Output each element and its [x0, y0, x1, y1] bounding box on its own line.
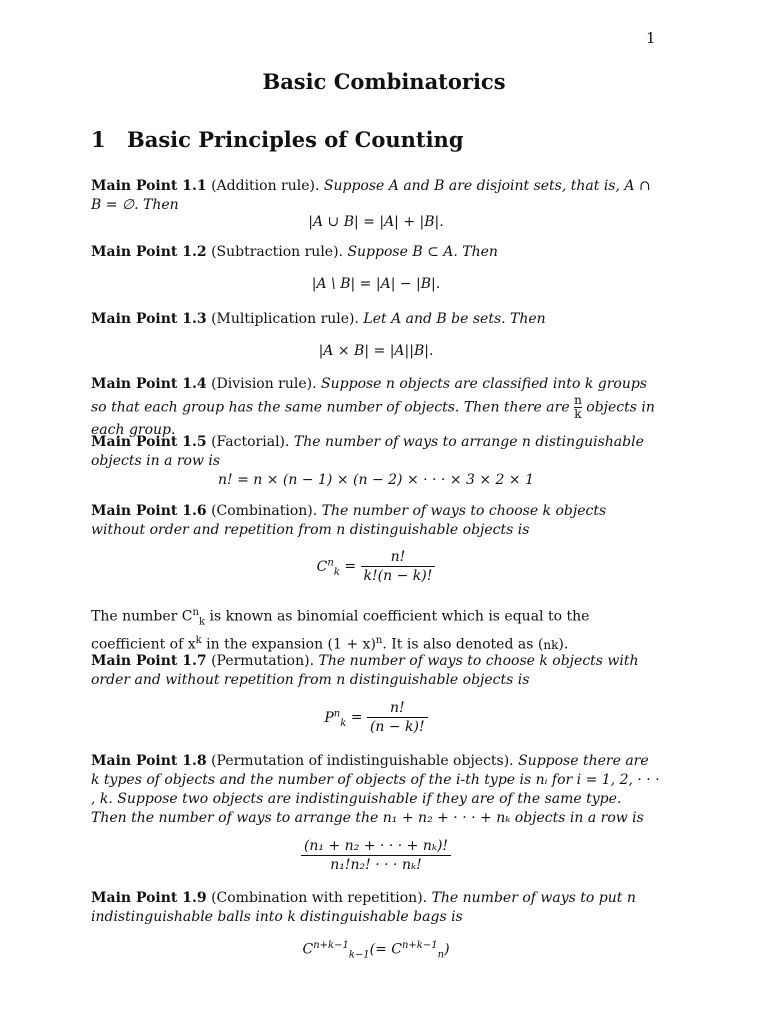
equation-1-6: $C^n_k$ = $\frac{n!}{k!(n - k)!}$: [91, 549, 661, 584]
point-name: (Addition rule).: [211, 178, 320, 194]
main-point-1-5: [91, 433, 661, 471]
point-head: Main Point 1.1: [91, 178, 207, 194]
point-body: The number of ways to choose k objects without order and repetition from n distinguishable objects is: [91, 503, 607, 538]
fraction-denominator: n₁!n₂! · · · nₖ!: [330, 857, 422, 873]
point-name: (Factorial).: [211, 434, 290, 450]
lhs-symbol: P: [324, 709, 334, 726]
note-sup: n: [192, 607, 199, 618]
eq-subscript: k−1: [348, 949, 370, 961]
point-head: Main Point 1.2: [91, 244, 207, 260]
fraction-denominator: (n − k)!: [369, 719, 425, 735]
page-number: 1: [646, 29, 656, 47]
point-head: Main Point 1.6: [91, 503, 207, 519]
point-body-end: objects in each group.: [91, 399, 655, 438]
point-name: (Multiplication rule).: [211, 311, 359, 327]
equation-1-9: [91, 940, 661, 960]
lhs-symbol: C: [316, 558, 328, 575]
fraction-numerator: n!: [367, 700, 428, 718]
point-body: Suppose A and B are disjoint sets, that is, A ∩ B = ∅. Then: [91, 178, 651, 213]
eq-superscript: n+k−1: [313, 940, 349, 951]
binom-top: n: [543, 637, 552, 652]
lhs-superscript: n: [333, 707, 341, 719]
note-part: in the expansion (1 + x): [206, 637, 376, 654]
eq-symbol: C: [302, 941, 314, 958]
point-body: The number of ways to put n indistinguishable balls into k distinguishable bags is: [91, 890, 636, 925]
point-body: Suppose B ⊂ A. Then: [347, 244, 498, 260]
point-name: (Combination with repetition).: [211, 890, 428, 906]
point-body: Suppose n objects are classified into k groups so that each group has the same number of objects. Then there are: [91, 376, 647, 416]
main-point-1-3: [91, 310, 661, 329]
fraction-numerator: n: [574, 393, 582, 407]
fraction-denominator: k!(n − k)!: [363, 568, 433, 584]
equation-1-1: |A ∪ B| = |A| + |B|.: [308, 214, 444, 230]
note-sup: n: [375, 635, 383, 647]
fraction-numerator: (n₁ + n₂ + · · · + nₖ)!: [301, 838, 451, 856]
section-number: 1: [91, 127, 106, 152]
point-head: Main Point 1.8: [91, 753, 207, 769]
equation-1-7: $P^n_k$ = $\frac{n!}{(n - k)!}$: [91, 700, 661, 735]
equation-1-8: [91, 838, 661, 873]
main-point-1-1: [91, 177, 661, 215]
equation-1-3: |A × B| = |A||B|.: [318, 343, 434, 359]
note-part: is known as binomial coefficient which is equal to the coefficient of x: [91, 608, 590, 654]
section-title: Basic Principles of Counting: [127, 127, 464, 152]
main-point-1-7: [91, 652, 661, 690]
main-point-1-2: [91, 243, 661, 262]
point-name: (Subtraction rule).: [211, 244, 343, 260]
point-head: Main Point 1.5: [91, 434, 207, 450]
eq-subscript: n: [437, 949, 445, 961]
fraction-denominator: k: [574, 407, 582, 421]
point-name: (Permutation).: [211, 653, 315, 669]
point-body: The number of ways to arrange n distinguishable objects in a row is: [91, 434, 644, 469]
point-head: Main Point 1.9: [91, 890, 207, 906]
equation-lhs: [324, 707, 347, 729]
binomial-symbol: [543, 639, 558, 652]
note-part: . It is also denoted as: [382, 637, 534, 654]
point-body: The number of ways to choose k objects with order and without repetition from n distinguishable objects is: [91, 653, 639, 688]
note-sup: k: [195, 635, 202, 647]
fraction-numerator: n!: [361, 549, 436, 567]
point-head: Main Point 1.3: [91, 311, 207, 327]
note-part: .: [563, 637, 569, 654]
point-name: (Combination).: [211, 503, 318, 519]
note-sub: k: [198, 616, 206, 628]
eq-symbol: (= C: [369, 941, 402, 958]
fraction-n-over-k: [574, 394, 582, 421]
eq-superscript: n+k−1: [401, 940, 438, 951]
point-name: (Permutation of indistinguishable objects).: [211, 753, 514, 769]
main-point-1-4: [91, 375, 661, 440]
lhs-subscript: k: [340, 717, 347, 729]
main-point-1-8: [91, 752, 661, 828]
binom-bottom: k: [551, 637, 559, 652]
point-head: Main Point 1.4: [91, 376, 207, 392]
lhs-superscript: n: [327, 556, 334, 568]
point-head: Main Point 1.7: [91, 653, 207, 669]
lhs-subscript: k: [333, 566, 340, 578]
document-title: Basic Combinatorics: [262, 69, 506, 94]
equation-1-2: |A \ B| = |A| − |B|.: [311, 276, 441, 292]
main-point-1-6: [91, 502, 661, 540]
fraction: [367, 700, 428, 735]
note-part: The number C: [91, 608, 193, 625]
main-point-1-9: [91, 889, 661, 927]
fraction: [361, 549, 436, 584]
point-name: (Division rule).: [211, 376, 317, 392]
point-body: Suppose there are k types of objects and the number of objects of the i-th type is nᵢ for i = 1, 2, · · · , k. Suppose two objects are indistinguishable if they are of the same type. Then the number of ways to arrange the n₁ + n₂ + · · · + nₖ objects in a row is: [91, 753, 660, 826]
equation-lhs: [316, 556, 340, 578]
point-body: Let A and B be sets. Then: [363, 311, 546, 327]
eq-symbol: ): [444, 941, 450, 958]
section-heading: [91, 127, 464, 152]
fraction: [301, 838, 451, 873]
equation-1-5: n! = n × (n − 1) × (n − 2) × · · · × 3 × 2 × 1: [217, 472, 534, 488]
binomial-note: The number $C^n_k$ is known as binomial coefficient which is equal to the coefficient of $x^k$ in the expansion $(1 + x)^n$. It is also denoted as (nk).: [91, 607, 590, 654]
